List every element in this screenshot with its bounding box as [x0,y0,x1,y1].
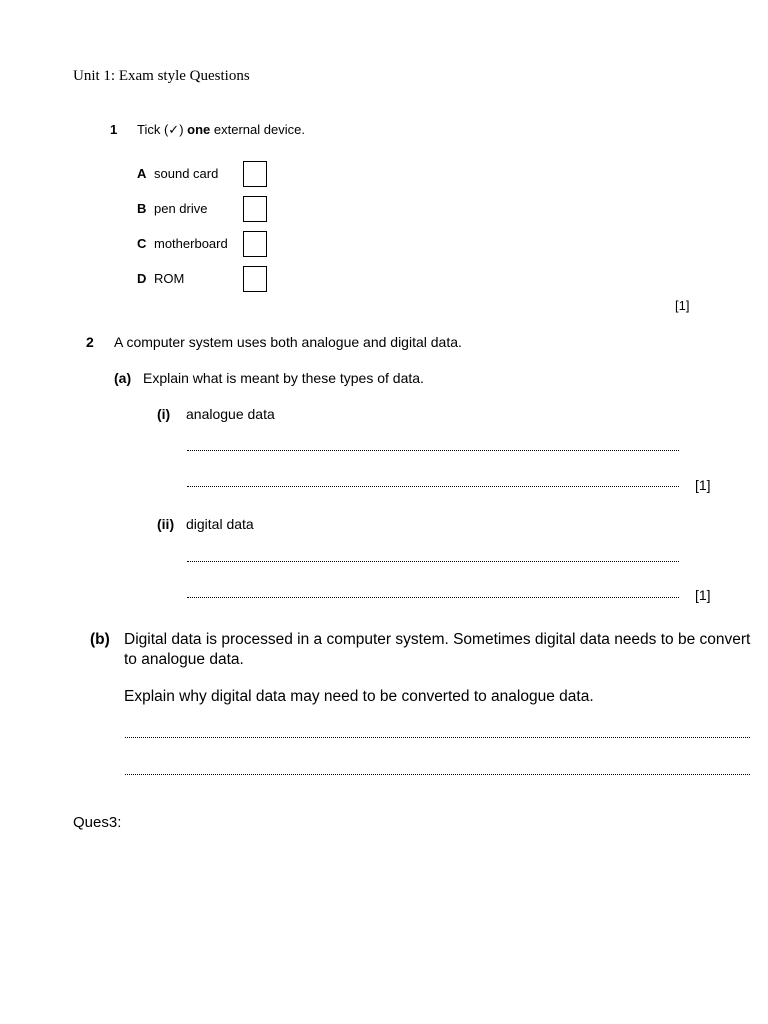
q2a-ii-text: digital data [186,516,254,532]
q2-stem: A computer system uses both analogue and digital data. [114,334,462,350]
q2b-line2: to analogue data. [124,651,244,668]
option-d-label: ROM [154,271,185,286]
q2a-i-marks: [1] [695,477,711,493]
q2b-line1: Digital data is processed in a computer system. Sometimes digital data needs to be convert [124,631,751,648]
option-c-checkbox[interactable] [243,231,267,257]
q3-label: Ques3: [73,814,122,831]
option-d-letter: D [137,271,147,286]
q1-prompt [137,122,305,138]
page-title: Unit 1: Exam style Questions [73,68,250,84]
q2-number: 2 [86,334,94,350]
answer-line[interactable] [187,561,679,562]
q1-number: 1 [110,122,118,137]
q1-prompt-bold: one [187,122,211,137]
option-a-checkbox[interactable] [243,161,267,187]
option-a-label: sound card [154,166,219,181]
q2b-instruction: Explain why digital data may need to be converted to analogue data. [124,688,594,705]
q2a-i-label: (i) [157,406,171,422]
answer-line[interactable] [125,774,750,775]
q2a-ii-marks: [1] [695,587,711,603]
q1-marks: [1] [675,298,690,313]
option-b-checkbox[interactable] [243,196,267,222]
q2b-label: (b) [90,631,110,648]
q2a-text: Explain what is meant by these types of data. [143,370,424,386]
q1-prompt-post: external device. [210,122,305,137]
q2a-label: (a) [114,370,132,386]
option-d-checkbox[interactable] [243,266,267,292]
option-a-letter: A [137,166,147,181]
q1-prompt-mid: ) [179,122,188,137]
q2a-i-text: analogue data [186,406,275,422]
q1-prompt-pre: Tick ( [137,122,169,137]
option-b-label: pen drive [154,201,208,216]
tick-mark-icon: ✓ [168,122,180,137]
option-b-letter: B [137,201,147,216]
answer-line[interactable] [187,450,679,451]
option-c-letter: C [137,236,147,251]
option-c-label: motherboard [154,236,228,251]
answer-line[interactable] [125,737,750,738]
answer-line[interactable] [187,486,679,487]
answer-line[interactable] [187,597,679,598]
q2a-ii-label: (ii) [157,516,175,532]
